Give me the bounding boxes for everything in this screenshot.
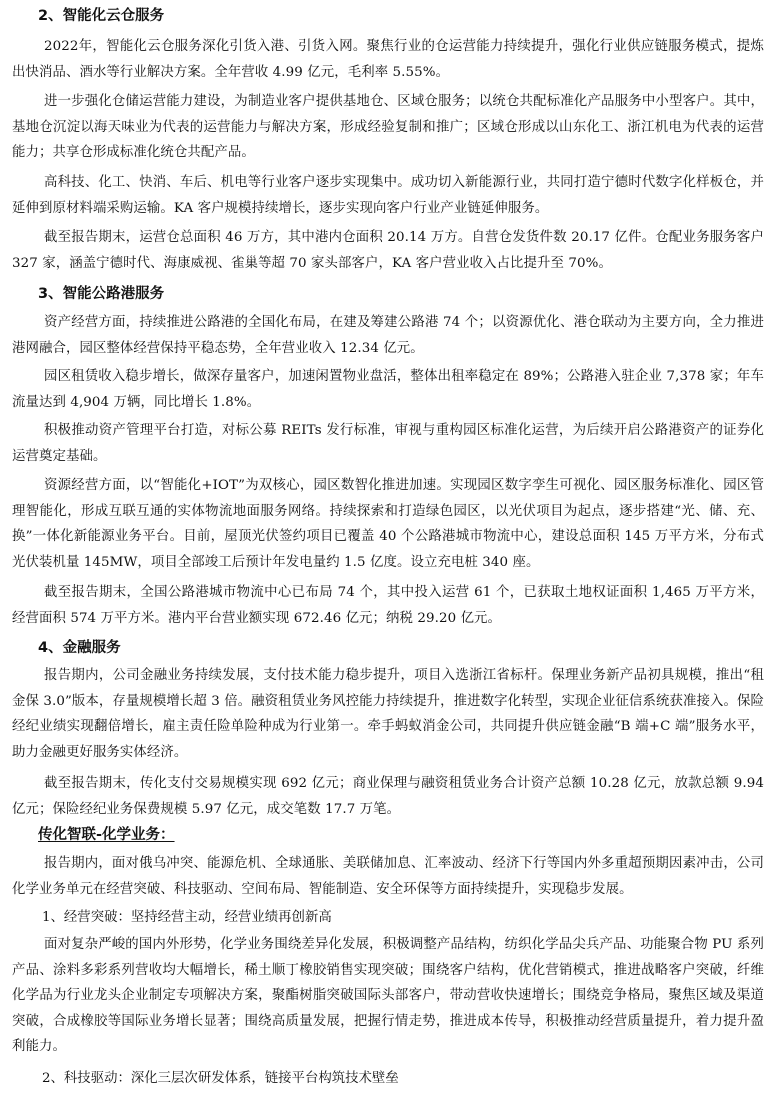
paragraph: 园区租赁收入稳步增长，做深存量客户，加速闲置物业盘活，整体出租率稳定在 89%；公路港入驻企业 7,378 家；年车流量达到 4,904 万辆，同比增长 1.8%。 [12,369,764,410]
subsection-title: 1、经营突破：坚持经营主动，经营业绩再创新高 [42,910,332,925]
subsection-title: 2、科技驱动：深化三层次研发体系，链接平台构筑技术壁垒 [42,1071,399,1086]
paragraph: 资源经营方面，以“智能化+IOT”为双核心，园区数智化推进加速。实现园区数字孪生可视化、园区服务标准化、园区管理智能化，形成互联互通的实体物流地面服务网络。持续探索和打造绿色园区，以光伏项目为起点，逐步搭建“光、储、充、换”一体化新能源业务平台。目前，屋顶光伏签约项目已覆盖 40 个公路港城市物流中心，建设总面积 145 万平方米，分布式光伏装机量 145MW，项目全部竣工后预计年发电量约 1.5 亿度。设立充电桩 340 座。 [12,478,764,570]
paragraph: 报告期内，面对俄乌冲突、能源危机、全球通胀、美联储加息、汇率波动、经济下行等国内外多重超预期因素冲击，公司化学业务单元在经营突破、科技驱动、空间布局、智能制造、安全环保等方面持续提升，实现稳步发展。 [12,856,764,897]
paragraph: 报告期内，公司金融业务持续发展，支付技术能力稳步提升，项目入选浙江省标杆。保理业务新产品初具规模，推出“租金保 3.0”版本，存量规模增长超 3 倍。融资租赁业务风控能力持续提升，推进数字化转型，实现企业征信系统获准接入。保险经纪业绩实现翻倍增长，雇主责任险单险种成为行业第一。牵手蚂蚁消金公司，共同提升供应链金融“B 端+C 端”服务水平，助力金融更好服务实体经济。 [12,668,764,760]
paragraph: 截至报告期末，传化支付交易规模实现 692 亿元；商业保理与融资租赁业务合计资产总额 10.28 亿元，放款总额 9.94 亿元；保险经纪业务保费规模 5.97 亿元，成交笔数 17.7 万笔。 [12,776,764,817]
section-heading-cloud-warehouse: 2、智能化云仓服务 [38,8,165,24]
paragraph: 面对复杂严峻的国内外形势，化学业务围绕差异化发展，积极调整产品结构，纺织化学品尖兵产品、功能聚合物 PU 系列产品、涂料多彩系列营收均大幅增长，稀土顺丁橡胶销售实现突破；围绕客户结构，优化营销模式，推进战略客户突破，纤维化学品为行业龙头企业制定专项解决方案，聚酯树脂突破国际头部客户，带动营收快速增长；围绕竞争格局，聚焦区域及渠道突破，合成橡胶等国际业务增长显著；围绕高质量发展，把握行情走势，推进成本传导，积极推动经营质量提升，着力提升盈利能力。 [12,937,764,1055]
section-heading-highway-port: 3、智能公路港服务 [38,286,165,302]
section-heading-chemical: 传化智联-化学业务： [38,827,175,843]
paragraph: 进一步强化仓储运营能力建设，为制造业客户提供基地仓、区域仓服务；以统仓共配标准化产品服务中小型客户。其中，基地仓沉淀以海天味业为代表的运营能力与解决方案，形成经验复制和推广；区域仓形成以山东化工、浙江机电为代表的运营能力；共享仓形成标准化统仓共配产品。 [12,94,764,161]
paragraph: 积极推动资产管理平台打造，对标公募 REITs 发行标准，审视与重构园区标准化运营，为后续开启公路港资产的证券化运营奠定基础。 [12,423,764,464]
paragraph: 资产经营方面，持续推进公路港的全国化布局，在建及筹建公路港 74 个；以资源优化、港仓联动为主要方向，全力推进港网融合，园区整体经营保持平稳态势，全年营业收入 12.34 亿元。 [12,315,764,356]
paragraph: 高科技、化工、快消、车后、机电等行业客户逐步实现集中。成功切入新能源行业，共同打造宁德时代数字化样板仓，并延伸到原材料端采购运输。KA 客户规模持续增长，逐步实现向客户行业产业链延伸服务。 [12,175,764,216]
paragraph: 2022年，智能化云仓服务深化引货入港、引货入网。聚焦行业的仓运营能力持续提升，强化行业供应链服务模式，提炼出快消品、酒水等行业解决方案。全年营收 4.99 亿元，毛利率 5.55%。 [12,39,764,80]
paragraph: 截至报告期末，运营仓总面积 46 万方，其中港内仓面积 20.14 万方。自营仓发货件数 20.17 亿件。仓配业务服务客户 327 家，涵盖宁德时代、海康威视、雀巢等超 70 家头部客户，KA 客户营业收入占比提升至 70%。 [12,230,764,271]
section-heading-finance: 4、金融服务 [38,640,121,656]
paragraph: 截至报告期末，全国公路港城市物流中心已布局 74 个，其中投入运营 61 个，已获取土地权证面积 1,465 万平方米，经营面积 574 万平方米。港内平台营业额实现 672.46 亿元；纳税 29.20 亿元。 [12,585,764,626]
